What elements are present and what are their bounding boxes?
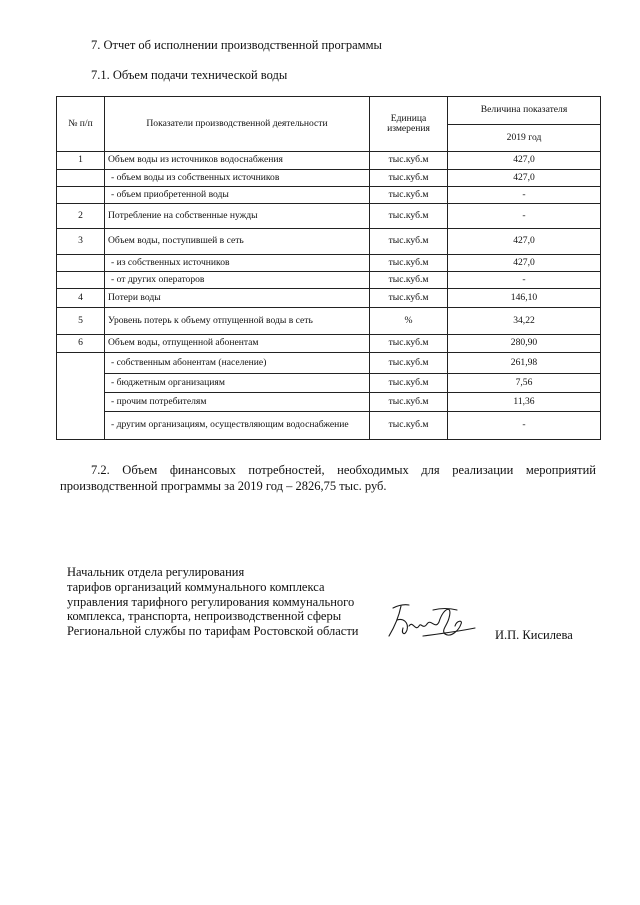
row-indicator: Объем воды, поступившей в сеть — [105, 229, 370, 255]
row-num — [57, 272, 105, 289]
row-num: 5 — [57, 308, 105, 335]
water-supply-table — [56, 96, 601, 440]
row-indicator: - из собственных источников — [105, 255, 370, 272]
row-indicator: - прочим потребителям — [105, 393, 370, 412]
row-unit: тыс.куб.м — [370, 187, 448, 204]
table-row — [57, 374, 601, 393]
row-indicator: - собственным абонентам (население) — [105, 353, 370, 374]
financial-needs-paragraph: 7.2. Объем финансовых потребностей, необходимых для реализации мероприятий производственной программы за 2019 год – 2826,75 тыс. руб. — [60, 463, 596, 493]
row-indicator: Объем воды, отпущенной абонентам — [105, 335, 370, 353]
table-row — [57, 255, 601, 272]
row-unit: тыс.куб.м — [370, 229, 448, 255]
row-indicator: - объем приобретенной воды — [105, 187, 370, 204]
row-num — [57, 255, 105, 272]
row-num: 4 — [57, 289, 105, 308]
row-unit: тыс.куб.м — [370, 353, 448, 374]
row-value: - — [448, 187, 601, 204]
row-indicator: - от других операторов — [105, 272, 370, 289]
row-unit: тыс.куб.м — [370, 255, 448, 272]
header-indicator: Показатели производственной деятельности — [105, 97, 370, 152]
header-unit: Единица измерения — [370, 97, 448, 152]
row-value: - — [448, 204, 601, 229]
row-num: 6 — [57, 335, 105, 353]
table-row — [57, 353, 601, 374]
row-indicator: Уровень потерь к объему отпущенной воды в сеть — [105, 308, 370, 335]
row-num: 2 — [57, 204, 105, 229]
row-unit: % — [370, 308, 448, 335]
signatory-title-line: комплекса, транспорта, непроизводственной сферы — [67, 609, 342, 624]
table-row — [57, 412, 601, 440]
row-value: 34,22 — [448, 308, 601, 335]
row-value: 11,36 — [448, 393, 601, 412]
row-indicator: Объем воды из источников водоснабжения — [105, 152, 370, 170]
table-row — [57, 187, 601, 204]
row-indicator: - объем воды из собственных источников — [105, 170, 370, 187]
table-row — [57, 289, 601, 308]
row-value: 280,90 — [448, 335, 601, 353]
table-row — [57, 170, 601, 187]
signatory-title-line: управления тарифного регулирования коммунального — [67, 594, 355, 609]
row-num — [57, 170, 105, 187]
row-num-merged — [57, 353, 105, 440]
row-value: 427,0 — [448, 229, 601, 255]
row-unit: тыс.куб.м — [370, 412, 448, 440]
signatory-name: И.П. Кисилева — [495, 628, 573, 642]
subsection-title: 7.1. Объем подачи технической воды — [91, 68, 288, 82]
handwritten-signature — [383, 596, 478, 646]
row-unit: тыс.куб.м — [370, 374, 448, 393]
row-unit: тыс.куб.м — [370, 272, 448, 289]
row-num: 1 — [57, 152, 105, 170]
row-value: 427,0 — [448, 170, 601, 187]
row-value: 427,0 — [448, 152, 601, 170]
row-num — [57, 187, 105, 204]
row-value: 427,0 — [448, 255, 601, 272]
table-row — [57, 152, 601, 170]
section-title: 7. Отчет об исполнении производственной программы — [91, 38, 382, 52]
header-year: 2019 год — [448, 125, 601, 152]
row-unit: тыс.куб.м — [370, 289, 448, 308]
row-value: - — [448, 412, 601, 440]
row-indicator: Потребление на собственные нужды — [105, 204, 370, 229]
row-num: 3 — [57, 229, 105, 255]
table-header-row — [57, 97, 601, 125]
signatory-title-line: Начальник отдела регулирования — [67, 565, 245, 579]
table-row — [57, 393, 601, 412]
row-indicator: Потери воды — [105, 289, 370, 308]
table-row — [57, 272, 601, 289]
header-num: № п/п — [57, 97, 105, 152]
signatory-title-block — [67, 565, 358, 639]
signatory-title-line: тарифов организаций коммунального комплекса — [67, 579, 325, 594]
row-value: 7,56 — [448, 374, 601, 393]
row-unit: тыс.куб.м — [370, 335, 448, 353]
header-value: Величина показателя — [448, 97, 601, 125]
row-value: 261,98 — [448, 353, 601, 374]
table-row — [57, 308, 601, 335]
table-row — [57, 204, 601, 229]
row-value: 146,10 — [448, 289, 601, 308]
row-value: - — [448, 272, 601, 289]
table-row — [57, 229, 601, 255]
row-indicator: - другим организациям, осуществляющим водоснабжение — [105, 412, 370, 440]
row-unit: тыс.куб.м — [370, 393, 448, 412]
row-unit: тыс.куб.м — [370, 170, 448, 187]
row-unit: тыс.куб.м — [370, 152, 448, 170]
table-row — [57, 335, 601, 353]
signatory-title-line: Региональной службы по тарифам Ростовской области — [67, 624, 359, 639]
row-unit: тыс.куб.м — [370, 204, 448, 229]
row-indicator: - бюджетным организациям — [105, 374, 370, 393]
